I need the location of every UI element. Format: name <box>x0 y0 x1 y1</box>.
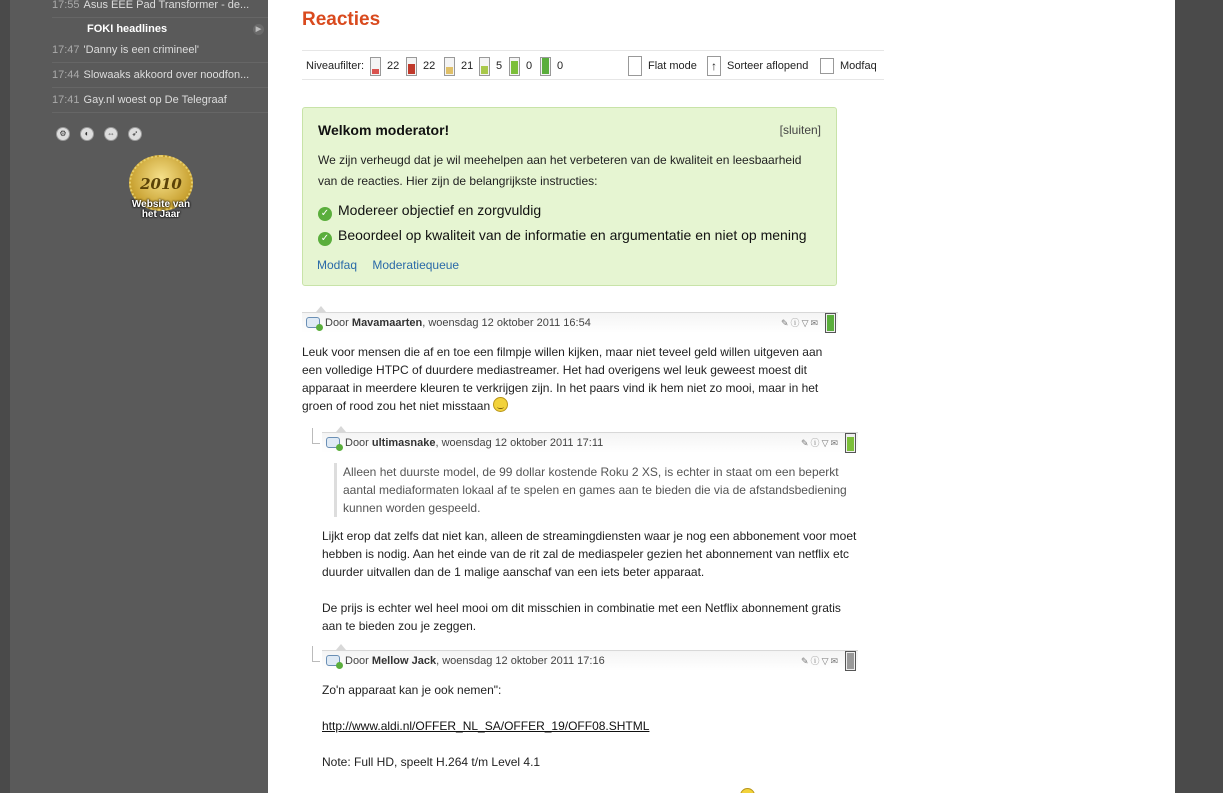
comment-body <box>302 343 842 415</box>
news-title: Gay.nl woest op De Telegraaf <box>83 94 227 106</box>
main-content <box>268 0 1175 793</box>
award-label <box>127 200 195 220</box>
welcome-intro: We zijn verheugd dat je wil meehelpen aan het verbeteren van de kwaliteit en leesbaarheid van de reacties. Hier zijn de belangrijkste instructies: <box>318 153 802 188</box>
level-count: 5 <box>496 60 503 72</box>
instruction-text: Modereer objectief en zorgvuldig <box>338 202 542 218</box>
news-item[interactable] <box>52 0 268 18</box>
comment-bubble-icon[interactable] <box>306 317 320 328</box>
comment-tools <box>801 436 840 449</box>
rocket-icon[interactable]: ➶ <box>128 127 142 141</box>
check-icon: ✓ <box>318 232 332 246</box>
left-gutter <box>0 0 10 793</box>
level-count: 22 <box>423 60 436 72</box>
byline-prefix: Door <box>345 655 369 667</box>
byline-prefix: Door <box>345 437 369 449</box>
vote-icon[interactable]: ▽ <box>801 318 811 328</box>
level-bar-icon <box>479 57 490 76</box>
comment-byline <box>345 437 603 449</box>
edit-icon[interactable]: ✎ <box>801 438 811 448</box>
comment-author[interactable]: ultimasnake <box>371 437 436 449</box>
comment-header <box>322 650 858 671</box>
info-icon[interactable]: ⓘ <box>790 318 802 328</box>
instruction-text: Beoordeel op kwaliteit van de informatie en argumentatie en niet op mening <box>338 227 807 243</box>
smiley-icon <box>493 397 508 412</box>
check-icon: ✓ <box>318 207 332 221</box>
comment-author[interactable]: Mavamaarten <box>351 317 423 329</box>
comment-date: , woensdag 12 oktober 2011 17:16 <box>436 655 605 667</box>
document-icon <box>820 58 834 74</box>
foki-headlines-heading[interactable] <box>52 18 268 40</box>
page-title: Reacties <box>302 9 381 30</box>
comment-byline <box>345 655 605 667</box>
comment-tools <box>781 316 820 329</box>
comment-date: , woensdag 12 oktober 2011 16:54 <box>422 317 591 329</box>
mail-icon[interactable]: ✉ <box>830 656 841 666</box>
modfaq-link[interactable]: Modfaq <box>317 258 358 272</box>
comment-header <box>322 432 858 453</box>
level-bar-icon <box>540 57 551 76</box>
news-time: 17:55 <box>52 0 80 11</box>
level-bar-icon <box>370 57 381 76</box>
instruction-item <box>318 202 541 221</box>
welcome-links <box>317 258 471 272</box>
comment-date: , woensdag 12 oktober 2011 17:11 <box>435 437 604 449</box>
vote-icon[interactable]: ▽ <box>821 656 831 666</box>
mail-icon[interactable]: ✉ <box>830 438 841 448</box>
chevron-right-icon[interactable]: ▶ <box>253 24 264 35</box>
level-count: 21 <box>461 60 474 72</box>
edit-icon[interactable]: ✎ <box>801 656 811 666</box>
byline-prefix: Door <box>325 317 349 329</box>
comment-bubble-icon[interactable] <box>326 655 340 666</box>
welcome-title: Welkom moderator! <box>318 122 450 138</box>
news-title: Asus EEE Pad Transformer - de... <box>83 0 250 11</box>
info-icon[interactable]: ⓘ <box>810 438 822 448</box>
comment-author[interactable]: Mellow Jack <box>371 655 437 667</box>
thread-connector <box>312 428 320 444</box>
mail-icon[interactable]: ✉ <box>810 318 821 328</box>
comment-byline <box>325 317 591 329</box>
social-icon[interactable]: ⚙ <box>56 127 70 141</box>
news-time: 17:47 <box>52 44 80 56</box>
comment-text: Zo'n apparaat kan je ook nemen": <box>322 683 502 697</box>
sort-arrow-icon: ↑ <box>707 56 721 76</box>
news-time: 17:44 <box>52 69 80 81</box>
smiley-icon <box>740 788 755 793</box>
level-count: 0 <box>557 60 564 72</box>
right-gutter <box>1175 0 1223 793</box>
comment-link-line <box>322 717 862 735</box>
close-link[interactable]: [sluiten] <box>779 123 821 137</box>
sort-label: Sorteer aflopend <box>727 60 809 72</box>
info-icon[interactable]: ⓘ <box>810 656 822 666</box>
share-icon[interactable]: ⇔ <box>104 127 118 141</box>
score-indicator[interactable] <box>845 651 856 671</box>
foki-heading-label: FOKI headlines <box>87 23 168 35</box>
comment-bubble-icon[interactable] <box>326 437 340 448</box>
news-item[interactable] <box>52 64 268 88</box>
quote-block: Alleen het duurste model, de 99 dollar kostende Roku 2 XS, is echter in staat om een beperkt aantal mediaformaten lokaal af te spelen en games aan te bieden die via de afstandsbediening kunnen worden gespeeld. <box>334 463 864 517</box>
moderatiequeue-link[interactable]: Moderatiequeue <box>372 258 460 272</box>
news-time: 17:41 <box>52 94 80 106</box>
filter-bar <box>302 50 884 80</box>
level-bar-icon <box>444 57 455 76</box>
filter-label: Niveaufilter: <box>306 60 365 72</box>
level-count: 22 <box>387 60 400 72</box>
comment-text: Note: Full HD, speelt H.264 t/m Level 4.1 <box>322 755 541 769</box>
comment-tools <box>801 654 840 667</box>
level-count: 0 <box>526 60 533 72</box>
flat-mode-icon <box>628 56 642 76</box>
modfaq-label: Modfaq <box>840 60 877 72</box>
flat-mode-label: Flat mode <box>648 60 697 72</box>
offer-link[interactable]: http://www.aldi.nl/OFFER_NL_SA/OFFER_19/OFF08.SHTML <box>322 719 650 733</box>
news-item[interactable] <box>52 39 268 63</box>
comment-text: De prijs is echter wel heel mooi om dit misschien in combinatie met een Netflix abonnement gratis aan te bieden zou je zeggen. <box>322 601 841 633</box>
news-item[interactable] <box>52 89 268 113</box>
sidebar <box>10 0 268 793</box>
instruction-item <box>318 227 807 246</box>
award-label-line2: het Jaar <box>141 209 181 220</box>
news-title: Slowaaks akkoord over noodfon... <box>83 69 250 81</box>
vote-icon[interactable]: ▽ <box>821 438 831 448</box>
website-van-het-jaar-award[interactable] <box>127 155 195 223</box>
comment-header <box>302 312 838 333</box>
comment-text: Leuk voor mensen die af en toe een filmpje willen kijken, maar niet teveel geld willen uitgeven aan een volledige HTPC of duurdere mediastreamer. Het had overigens wel leuk geweest moest dit apparaat in meerdere kleuren te verkrijgen zijn. In het paars vind ik hem niet zo mooi, maar in het groen of rood zou het niet misstaan <box>302 345 823 413</box>
contrast-icon[interactable]: ◐ <box>80 127 94 141</box>
award-label-line1: Website van <box>131 199 191 210</box>
edit-icon[interactable]: ✎ <box>781 318 791 328</box>
score-indicator[interactable] <box>845 433 856 453</box>
award-year: 2010 <box>140 175 182 193</box>
comment-text: Lijkt erop dat zelfs dat niet kan, alleen de streamingdiensten waar je nog een abbonement voor moet hebben is nodig. Aan het einde van de rit zal de mediaspeler gezien het abonnement van netflix etc duurder uitvallen dan de 1 malige aanschaf van een iets beter apparaat. <box>322 529 857 579</box>
level-bar-icon <box>406 57 417 76</box>
thread-connector <box>312 646 320 662</box>
score-indicator[interactable] <box>825 313 836 333</box>
news-title: 'Danny is een crimineel' <box>83 44 200 56</box>
welcome-moderator-box <box>302 107 837 286</box>
level-bar-icon <box>509 57 520 76</box>
